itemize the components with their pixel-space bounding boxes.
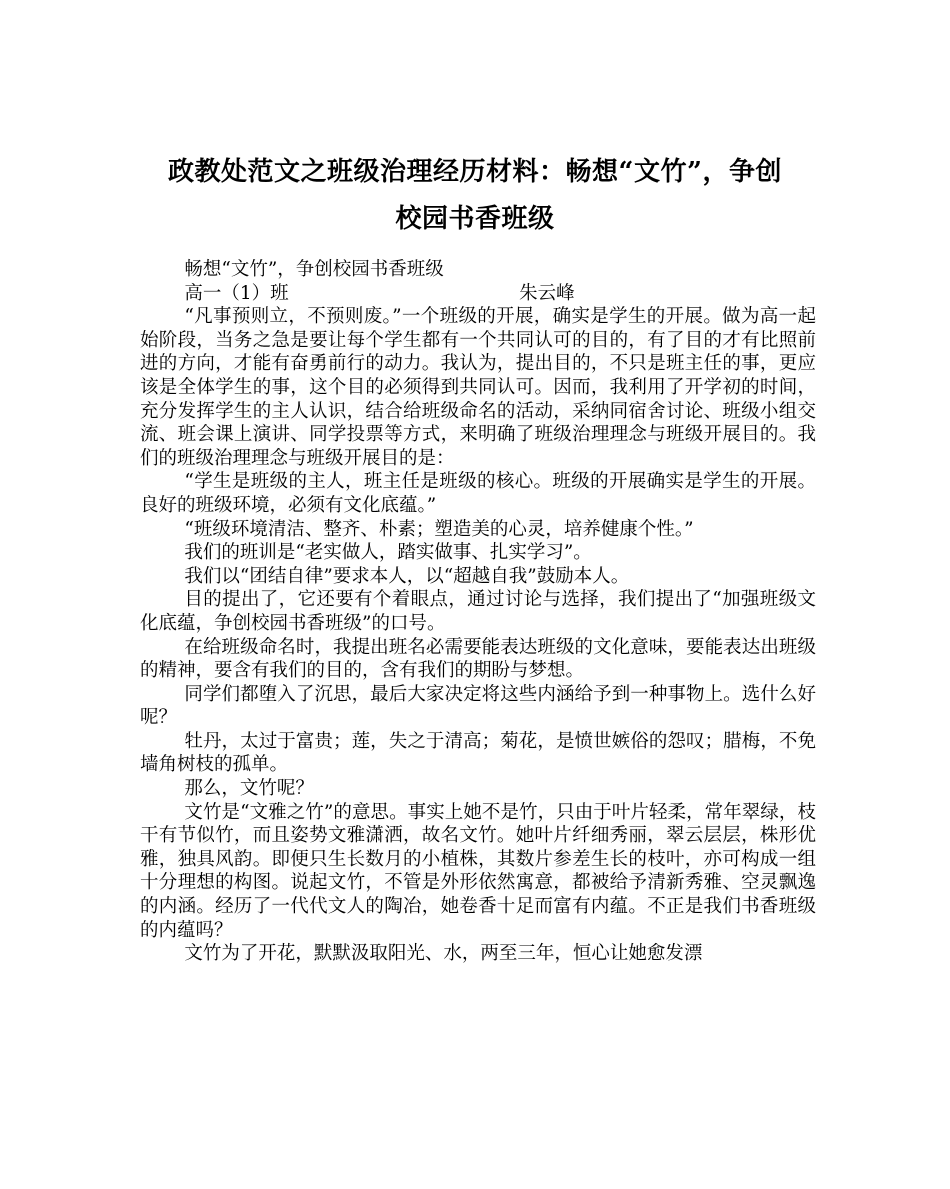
byline-author: 朱云峰 [519, 282, 575, 304]
body-paragraph: 牡丹，太过于富贵；莲，失之于清高；菊花，是愤世嫉俗的怨叹；腊梅，不免墙角树枝的孤单。 [140, 730, 816, 776]
document-title [130, 149, 820, 243]
title-line-2: 校园书香班级 [395, 204, 555, 235]
body-paragraph: 同学们都堕入了沉思，最后大家决定将这些内涵给予到一种事物上。选什么好呢？ [140, 683, 816, 729]
subtitle-paragraph: 畅想“文竹”，争创校园书香班级 [184, 259, 444, 280]
body-paragraph: “学生是班级的主人，班主任是班级的核心。班级的开展确实是学生的开展。良好的班级环境，必须有文化底蕴。” [140, 471, 816, 516]
body-paragraph: “班级环境清洁、整齐、朴素；塑造美的心灵，培养健康个性。” [184, 518, 694, 540]
body-paragraph: “凡事预则立，不预则废。”一个班级的开展，确实是学生的开展。做为高一起始阶段，当务之急是要让每个学生都有一个共同认可的目的，有了目的才有比照前进的方向，才能有奋勇前行的动力。我认为，提出目的，不只是班主任的事，更应该是全体学生的事，这个目的必须得到共同认可。因而，我利用了开学初的时间，充分发挥学生的主人认识，结合给班级命名的活动，采纳同宿舍讨论、班级小组交流、班会课上演讲、同学投票等方式，来明确了班级治理理念与班级开展目的。我们的班级治理理念与班级开展目的是： [140, 306, 816, 469]
document-body [140, 258, 816, 966]
body-paragraph: 在给班级命名时，我提出班名必需要能表达班级的文化意味，要能表达出班级的精神，要含有我们的目的，含有我们的期盼与梦想。 [140, 636, 816, 682]
byline-class: 高一（1）班 [184, 282, 289, 304]
body-paragraph: 那么，文竹呢？ [184, 778, 314, 800]
body-paragraph: 目的提出了，它还要有个着眼点，通过讨论与选择，我们提出了“加强班级文化底蕴，争创校园书香班级”的口号。 [140, 589, 816, 634]
body-paragraph: 文竹为了开花，默默汲取阳光、水，两至三年，恒心让她愈发漂 [184, 943, 703, 965]
body-paragraph: 我们的班训是“老实做人，踏实做事、扎实学习”。 [184, 542, 592, 564]
body-paragraph: 我们以“团结自律”要求本人，以“超越自我”鼓励本人。 [184, 565, 630, 587]
byline [140, 282, 816, 306]
body-paragraph: 文竹是“文雅之竹”的意思。事实上她不是竹，只由于叶片轻柔，常年翠绿，枝干有节似竹，而且姿势文雅潇洒，故名文竹。她叶片纤细秀丽，翠云层层，株形优雅，独具风韵。即便只生长数月的小植株，其数片参差生长的枝叶，亦可构成一组十分理想的构图。说起文竹，不管是外形依然寓意，都被给予清新秀雅、空灵飘逸的内涵。经历了一代代文人的陶冶，她卷香十足而富有内蕴。不正是我们书香班级的内蕴吗？ [140, 801, 816, 941]
title-line-1: 政教处范文之班级治理经历材料：畅想“文竹”，争创 [168, 157, 782, 188]
